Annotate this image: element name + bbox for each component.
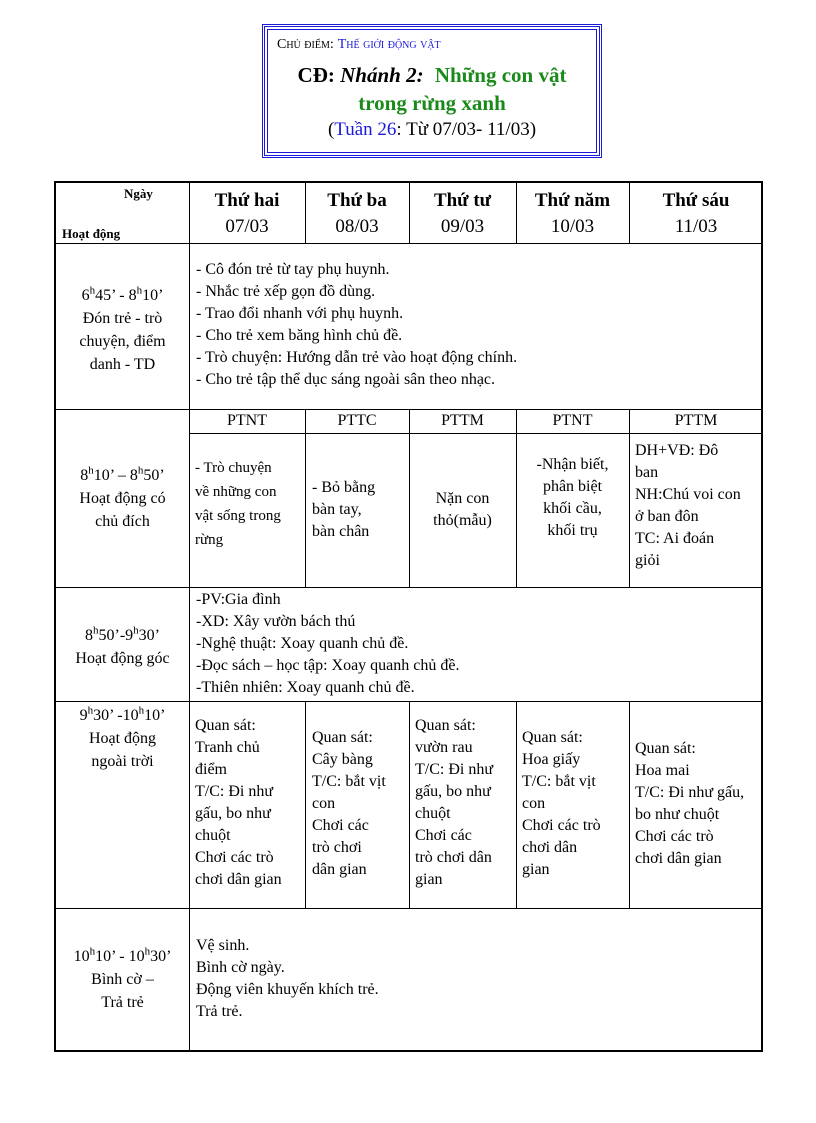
cell-line: Hoa giấy [522,751,581,768]
day-name: Thứ hai [214,190,280,211]
title-box [262,24,602,158]
activity-label: Bình cờ – [91,971,154,988]
cell-line: khối trụ [547,522,598,539]
list-item: -Nghệ thuật: Xoay quanh chủ đề. [196,635,409,652]
list-item: Trả trẻ. [196,1003,243,1020]
cell-line: gấu, bo như [415,783,491,800]
cell-line: Cây bàng [312,751,373,768]
cell-line: trò chơi dân [415,849,492,866]
activity-label: chuyện, điểm [79,333,166,350]
corner-activity-label: Hoạt động [62,226,121,241]
theme-line [277,37,441,53]
topic-line-2: trong rừng xanh [358,91,506,115]
cell-line: gian [522,861,550,878]
cell-line: chơi dân gian [635,850,722,867]
day-date: 11/03 [674,216,718,237]
activity-cell-mon [195,456,281,552]
outdoor-cell-fri [635,738,744,870]
time-range: 8$^h$10’ – 8$^h$50’ [80,464,165,484]
cell-line: Quan sát: [415,717,476,734]
cell-line: Chơi các trò [195,849,274,866]
time-range: 8$^h$50’-9$^h$30’ [85,624,160,644]
corner-day-label: Ngày [124,186,153,201]
list-item: -Thiên nhiên: Xoay quanh chủ đề. [196,679,415,696]
topic-line-1: Những con vật [434,63,567,87]
list-item: - Cho trẻ xem băng hình chủ đề. [196,327,403,344]
outdoor-cell-mon [195,715,282,891]
activity-label: Trả trẻ [101,994,144,1011]
cell-line: vật sống trong [195,508,281,524]
cell-line: Quan sát: [635,740,696,757]
time-cell [56,464,189,533]
activity-label: ngoài trời [91,753,154,770]
cell-line: DH+VĐ: Đô [635,442,719,459]
list-item: -PV:Gia đình [196,591,281,608]
cell-line: rừng [195,532,224,548]
cell-line: T/C: bắt vịt [312,773,386,790]
cell-line: T/C: bắt vịt [522,773,596,790]
cell-line: Hoa mai [635,762,690,779]
cell-line: thỏ(mẫu) [433,512,492,529]
cell-line: - Bỏ bằng [312,479,376,496]
column-divider [305,409,306,587]
row-divider [54,243,763,244]
day-date: 07/03 [225,216,269,237]
category-label: PTTM [441,412,484,429]
cell-line: Nặn con [435,490,490,507]
list-item: -XD: Xây vườn bách thú [196,613,356,630]
cell-line: giỏi [635,552,660,569]
day-name: Thứ năm [534,190,611,211]
cell-line: T/C: Đi như gấu, [635,784,745,801]
list-item: - Cô đón trẻ từ tay phụ huynh. [196,261,390,278]
category-label: PTTC [337,412,377,429]
activity-label: chủ đích [95,513,150,530]
day-name: Thứ ba [327,190,387,211]
pickup-activities [196,935,379,1023]
cell-line: chuột [195,827,231,844]
category-label: PTNT [227,412,267,429]
row-divider [54,587,763,588]
cell-line: Quan sát: [195,717,256,734]
time-cell [56,284,189,376]
column-divider [409,701,410,908]
cell-line: bàn chân [312,523,370,540]
theme-label: Chủ điểm: [277,37,334,52]
category-divider [189,433,763,434]
time-range: 10$^h$10’ - 10$^h$30’ [73,945,172,965]
cell-line: - Trò chuyện [195,460,272,476]
cell-line: bo như chuột [635,806,720,823]
time-range: 9$^h$30’ -10$^h$10’ [79,704,166,724]
corner-activities [196,589,459,699]
column-divider [189,181,190,1052]
day-header-wed [409,188,516,240]
cell-line: Chơi các [312,817,369,834]
day-header-mon [189,188,305,240]
branch-line [265,63,599,88]
cell-line: Quan sát: [312,729,373,746]
cell-line: NH:Chú voi con [635,486,741,503]
cell-line: TC: Ai đoán [635,530,715,547]
activity-cell-wed [409,488,516,532]
outdoor-cell-thu [522,727,601,881]
cell-line: trò chơi [312,839,362,856]
cell-line: vườn rau [415,739,473,756]
category-label: PTNT [552,412,593,429]
cell-line: Tranh chủ [195,739,260,756]
cell-line: con [522,795,546,812]
activity-label: Hoạt động [88,730,157,747]
cell-line: khối cầu, [543,500,602,517]
column-divider [516,701,517,908]
cell-line: T/C: Đi như [195,783,274,800]
day-header-fri [629,188,763,240]
cell-line: con [312,795,336,812]
cell-line: chơi dân gian [195,871,282,888]
row-divider [54,908,763,909]
outdoor-cell-tue [312,727,386,881]
cell-line: chuột [415,805,451,822]
day-header-tue [305,188,409,240]
day-name: Thứ tư [433,190,492,211]
column-divider [629,409,630,587]
list-item: - Cho trẻ tập thể dục sáng ngoài sân theo nhạc. [196,371,496,388]
day-date: 10/03 [550,216,595,237]
week-number: Tuần 26 [334,119,397,140]
day-date: 09/03 [440,216,485,237]
cell-line: ban [635,464,659,481]
cell-line: gấu, bo như [195,805,271,822]
list-item: Động viên khuyến khích trẻ. [196,981,379,998]
day-date: 08/03 [335,216,379,237]
cell-line: phân biệt [542,478,603,495]
activity-cell-fri [635,440,741,572]
cell-line: T/C: Đi như [415,761,494,778]
list-item: Vệ sinh. [196,937,250,954]
time-cell [56,945,189,1014]
cell-line: về những con [195,484,277,500]
cell-line: Chơi các [415,827,472,844]
list-item: - Trò chuyện: Hướng dẫn trẻ vào hoạt động chính. [196,349,518,366]
column-divider [629,701,630,908]
activity-label: Đón trẻ - trò [82,310,163,327]
week-range: : Từ 07/03- 11/03) [396,119,537,140]
cell-line: ở ban đôn [635,508,699,525]
cell-line: Quan sát: [522,729,583,746]
column-divider [305,701,306,908]
list-item: - Nhắc trẻ xếp gọn đồ dùng. [196,283,376,300]
activity-cell-tue [312,477,375,543]
week-line [265,119,599,141]
branch-label: Nhánh 2: [340,63,424,87]
cell-line: điểm [195,761,227,778]
cell-line: gian [415,871,443,888]
cell-line: Chơi các trò [635,828,714,845]
activity-label: danh - TD [89,356,156,373]
theme-value: Thế giới động vật [337,37,441,52]
time-range: 6$^h$45’ - 8$^h$10’ [81,284,164,304]
day-header-thu [516,188,629,240]
list-item: -Đọc sách – học tập: Xoay quanh chủ đề. [196,657,460,674]
activity-cell-thu [516,454,629,542]
cell-line: chơi dân [522,839,578,856]
activity-label: Hoạt động góc [75,650,170,667]
activity-label: Hoạt động có [79,490,166,507]
cell-line: bàn tay, [312,501,362,518]
time-cell [56,704,189,773]
list-item: Bình cờ ngày. [196,959,285,976]
cell-line: Chơi các trò [522,817,601,834]
category-label: PTTM [674,412,718,429]
outdoor-cell-wed [415,715,493,891]
day-name: Thứ sáu [662,190,730,211]
cell-line: -Nhận biết, [536,456,609,473]
cd-prefix: CĐ: [297,63,335,87]
time-cell [56,624,189,670]
welcome-activities [196,259,517,391]
cell-line: dân gian [312,861,367,878]
list-item: - Trao đổi nhanh với phụ huynh. [196,305,404,322]
week-open: ( [327,119,335,140]
